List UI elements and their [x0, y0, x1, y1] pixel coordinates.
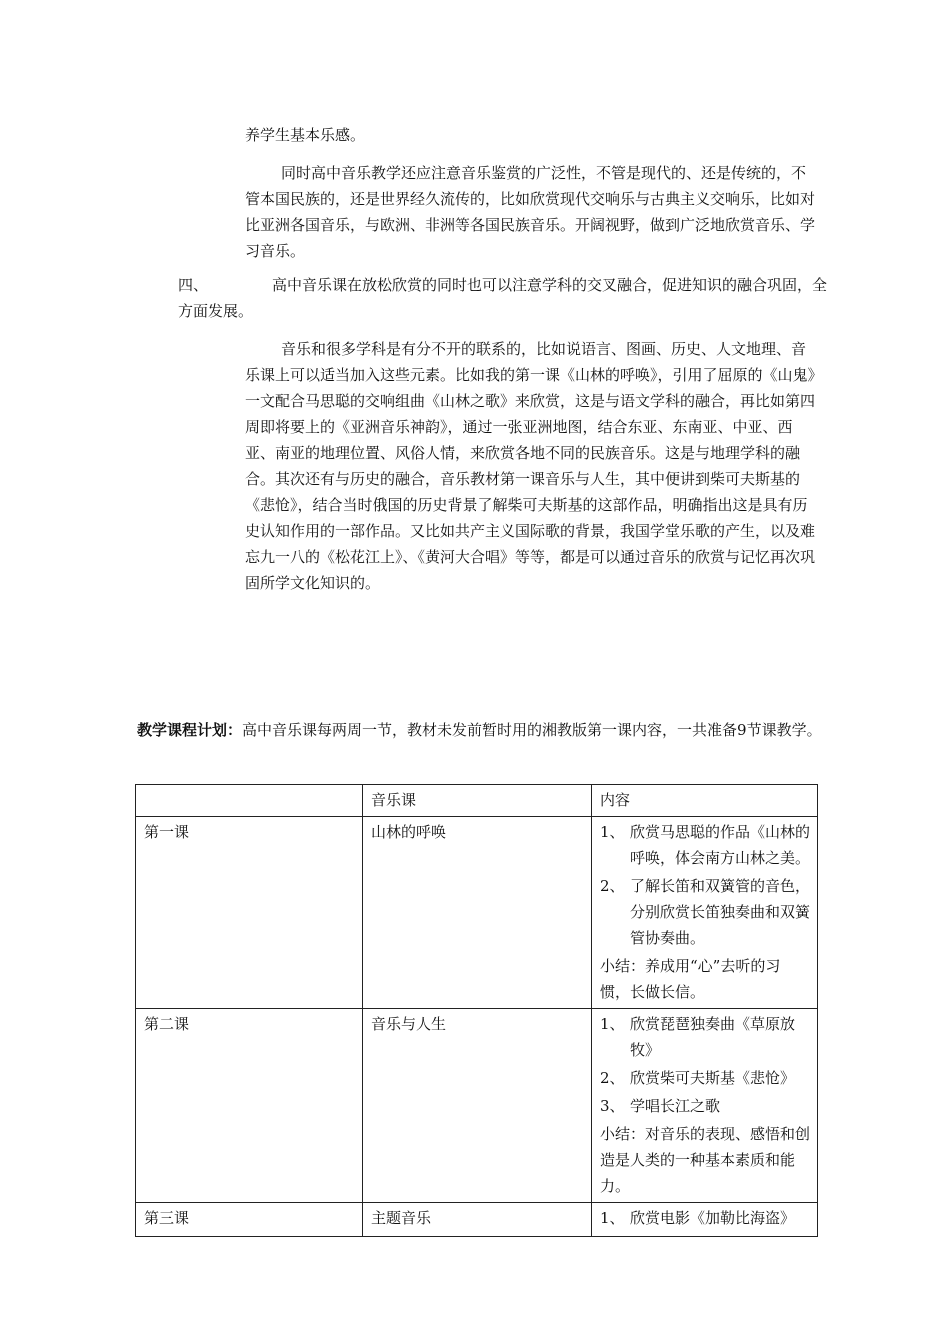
lesson-summary: 小结：对音乐的表现、感悟和创造是人类的一种基本素质和能力。 [600, 1125, 811, 1195]
section-number: 四、 [178, 276, 209, 294]
lesson-title-cell: 主题音乐 [363, 1203, 592, 1237]
list-item-text: 了解长笛和双簧管的音色，分别欣赏长笛独奏曲和双簧管协奏曲。 [630, 877, 811, 947]
lesson-number-cell: 第二课 [136, 1009, 363, 1203]
list-item [600, 1065, 810, 1091]
list-item [600, 819, 810, 871]
header-cell [136, 785, 363, 817]
lesson-title-cell: 山林的呼唤 [363, 817, 592, 1009]
list-item-number: 2、 [600, 1069, 625, 1087]
list-item-text: 欣赏琵琶独奏曲《草原放牧》 [630, 1015, 796, 1059]
list-item [600, 1093, 810, 1119]
list-item-number: 3、 [600, 1097, 625, 1115]
lesson-content-cell [592, 1009, 818, 1203]
lesson-summary: 小结：养成用“心”去听的习惯，长做长信。 [600, 957, 781, 1001]
lesson-plan-table [135, 784, 818, 1237]
header-cell-content: 内容 [592, 785, 818, 817]
lesson-number-cell: 第一课 [136, 817, 363, 1009]
paragraph-interdisciplinary: 音乐和很多学科是有分不开的联系的，比如说语言、图画、历史、人文地理、音乐课上可以适当加入这些元素。比如我的第一课《山林的呼唤》，引用了屈原的《山鬼》一文配合马思聪的交响组曲《山林之歌》来欣赏，这是与语文学科的融合，再比如第四周即将要上的《亚洲音乐神韵》，通过一张亚洲地图，结合东亚、东南亚、中亚、西亚、南亚的地理位置、风俗人情，来欣赏各地不同的民族音乐。这是与地理学科的融合。其次还有与历史的融合，音乐教材第一课音乐与人生，其中便讲到柴可夫斯基的《悲怆》，结合当时俄国的历史背景了解柴可夫斯基的这部作品，明确指出这是具有历史认知作用的一部作品。又比如共产主义国际歌的背景，我国学堂乐歌的产生，以及难忘九一八的《松花江上》、《黄河大合唱》等等，都是可以通过音乐的欣赏与记忆再次巩固所学文化知识的。 [245, 340, 816, 592]
lesson-title-cell: 音乐与人生 [363, 1009, 592, 1203]
table-row [136, 817, 818, 1009]
header-cell-music-lesson: 音乐课 [363, 785, 592, 817]
list-item-text: 欣赏柴可夫斯基《悲怆》 [630, 1069, 796, 1087]
table-row [136, 1009, 818, 1203]
paragraph-appreciation-breadth: 同时高中音乐教学还应注意音乐鉴赏的广泛性，不管是现代的、还是传统的，不管本国民族的，还是世界经久流传的，比如欣赏现代交响乐与古典主义交响乐，比如对比亚洲各国音乐，与欧洲、非洲等各国民族音乐。开阔视野，做到广泛地欣赏音乐、学习音乐。 [245, 164, 816, 260]
list-item-text: 欣赏电影《加勒比海盗》 [630, 1209, 796, 1227]
content-list [600, 819, 810, 951]
list-item-text: 学唱长江之歌 [630, 1097, 721, 1115]
list-item-number: 1、 [600, 1209, 625, 1227]
paragraph-continuation: 养学生基本乐感。 [245, 126, 366, 144]
content-list [600, 1011, 810, 1119]
course-plan-label: 教学课程计划： [137, 721, 243, 739]
lesson-content-cell [592, 817, 818, 1009]
list-item-number: 1、 [600, 823, 625, 841]
content-list [600, 1205, 810, 1231]
table-row [136, 1203, 818, 1237]
list-item-number: 1、 [600, 1015, 625, 1033]
table-header-row [136, 785, 818, 817]
section-heading-text: 高中音乐课在放松欣赏的同时也可以注意学科的交叉融合，促进知识的融合巩固，全方面发展。 [178, 276, 828, 320]
section-heading-four [178, 272, 828, 324]
lesson-number-cell: 第三课 [136, 1203, 363, 1237]
list-item [600, 1011, 810, 1063]
list-item-text: 欣赏马思聪的作品《山林的呼唤，体会南方山林之美。 [630, 823, 811, 867]
course-plan-text: 高中音乐课每两周一节，教材未发前暂时用的湘教版第一课内容，一共准备9节课教学。 [242, 721, 822, 739]
lesson-content-cell [592, 1203, 818, 1237]
course-plan-intro [137, 713, 827, 747]
list-item [600, 873, 810, 951]
list-item [600, 1205, 810, 1231]
list-item-number: 2、 [600, 877, 625, 895]
